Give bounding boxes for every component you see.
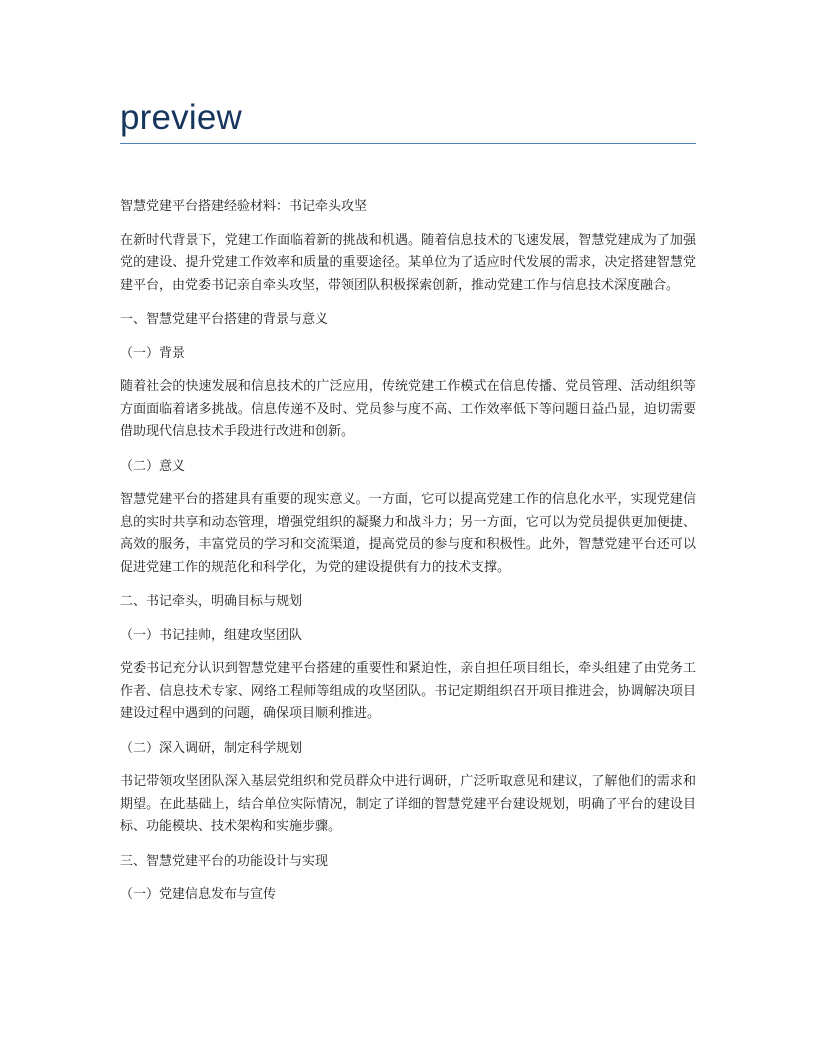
subsection-heading: （二）意义 [120, 458, 186, 474]
subsection-heading: （一）书记挂帅，组建攻坚团队 [120, 627, 303, 643]
body-paragraph: 书记带领攻坚团队深入基层党组织和党员群众中进行调研，广泛听取意见和建议，了解他们的需求和期望。在此基础上，结合单位实际情况，制定了详细的智慧党建平台建设规划，明确了平台的建设目标、功能模块、技术架构和实施步骤。 [120, 774, 696, 834]
document-body [120, 196, 696, 918]
section-heading: 一、智慧党建平台搭建的背景与意义 [120, 312, 329, 327]
document-heading: 智慧党建平台搭建经验材料：书记牵头攻坚 [120, 199, 368, 214]
subsection-heading: （二）深入调研，制定科学规划 [120, 740, 303, 756]
subsection-heading: （一）党建信息发布与宣传 [120, 887, 277, 902]
section-heading: 三、智慧党建平台的功能设计与实现 [120, 853, 329, 869]
section-heading: 二、书记牵头，明确目标与规划 [120, 594, 303, 609]
body-paragraph: 智慧党建平台的搭建具有重要的现实意义。一方面，它可以提高党建工作的信息化水平，实现党建信息的实时共享和动态管理，增强党组织的凝聚力和战斗力；另一方面，它可以为党员提供更加便捷、高效的服务，丰富党员的学习和交流渠道，提高党员的参与度和积极性。此外，智慧党建平台还可以促进党建工作的规范化和科学化，为党的建设提供有力的技术支撑。 [120, 492, 696, 575]
title-divider [120, 143, 696, 144]
body-paragraph: 随着社会的快速发展和信息技术的广泛应用，传统党建工作模式在信息传播、党员管理、活动组织等方面面临着诸多挑战。信息传递不及时、党员参与度不高、工作效率低下等问题日益凸显，迫切需要借助现代信息技术手段进行改进和创新。 [120, 379, 696, 439]
body-paragraph: 党委书记充分认识到智慧党建平台搭建的重要性和紧迫性，亲自担任项目组长，牵头组建了由党务工作者、信息技术专家、网络工程师等组成的攻坚团队。书记定期组织召开项目推进会，协调解决项目建设过程中遇到的问题，确保项目顺利推进。 [120, 661, 696, 721]
subsection-heading: （一）背景 [120, 345, 186, 361]
body-paragraph: 在新时代背景下，党建工作面临着新的挑战和机遇。随着信息技术的飞速发展，智慧党建成为了加强党的建设、提升党建工作效率和质量的重要途径。某单位为了适应时代发展的需求，决定搭建智慧党建平台，由党委书记亲自牵头攻坚，带领团队积极探索创新，推动党建工作与信息技术深度融合。 [120, 232, 696, 293]
document-title: preview [120, 98, 243, 137]
